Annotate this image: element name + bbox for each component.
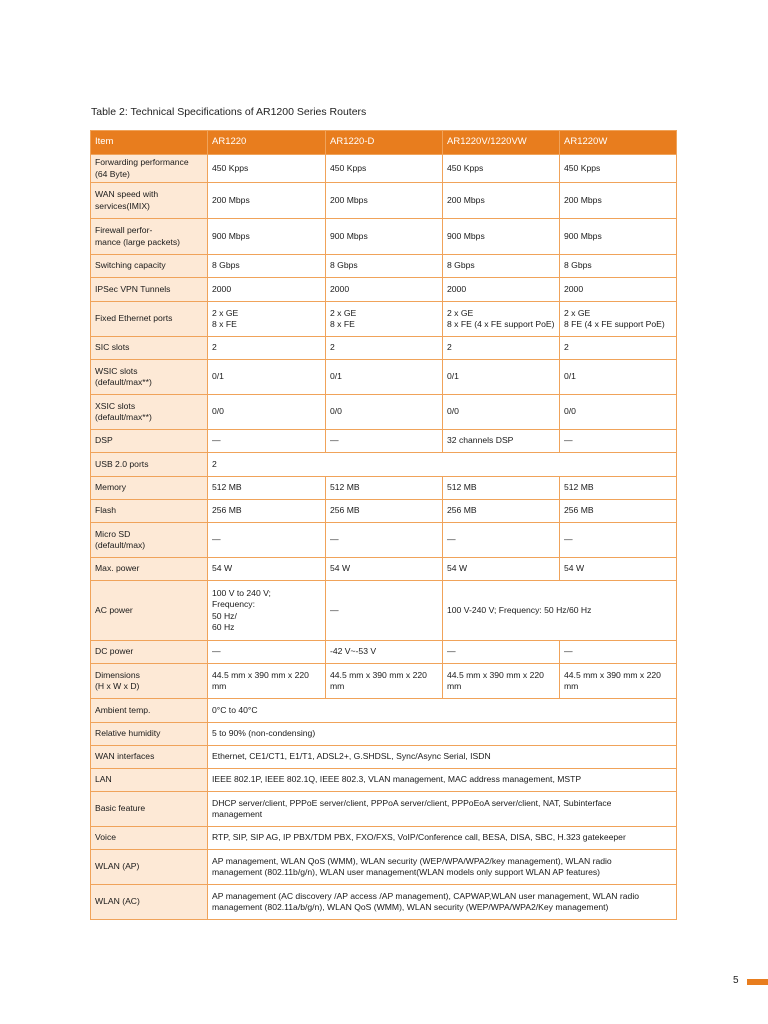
- table-row: [91, 395, 677, 430]
- table-cell: 512 MB: [560, 477, 677, 500]
- page-number: 5: [733, 975, 739, 986]
- table-cell: 54 W: [443, 558, 560, 581]
- table-cell: 0/1: [560, 360, 677, 395]
- table-cell: 2000: [560, 278, 677, 302]
- table-caption: Table 2: Technical Specifications of AR1200 Series Routers: [91, 106, 367, 118]
- table-header-row: [91, 131, 677, 155]
- table-cell: 0/0: [326, 395, 443, 430]
- table-cell: 0/1: [208, 360, 326, 395]
- row-label: LAN: [91, 769, 208, 792]
- table-cell: 0/1: [443, 360, 560, 395]
- table-row: [91, 302, 677, 337]
- table-row: [91, 278, 677, 302]
- table-cell: AP management, WLAN QoS (WMM), WLAN security (WEP/WPA/WPA2/key management), WLAN radio management (802.11b/g/n), WLAN user management(WLAN models only support WLAN AP features): [208, 850, 677, 885]
- table-cell: 0°C to 40°C: [208, 699, 677, 723]
- table-cell: 2 x GE 8 FE (4 x FE support PoE): [560, 302, 677, 337]
- row-label: Dimensions (H x W x D): [91, 664, 208, 699]
- table-cell: —: [443, 523, 560, 558]
- table-row: [91, 155, 677, 183]
- table-row: [91, 337, 677, 360]
- table-row: [91, 664, 677, 699]
- table-cell: 200 Mbps: [560, 183, 677, 219]
- row-label: Forwarding performance (64 Byte): [91, 155, 208, 183]
- table-row: [91, 255, 677, 278]
- table-cell: —: [208, 523, 326, 558]
- table-row: [91, 219, 677, 255]
- table-cell: RTP, SIP, SIP AG, IP PBX/TDM PBX, FXO/FXS, VoIP/Conference call, BESA, DISA, SBC, H.323 gatekeeper: [208, 827, 677, 850]
- row-label: USB 2.0 ports: [91, 453, 208, 477]
- table-row: [91, 850, 677, 885]
- header-ar1220v-1220vw: AR1220V/1220VW: [443, 131, 560, 155]
- table-row: [91, 360, 677, 395]
- table-cell: —: [208, 430, 326, 453]
- table-cell: —: [326, 581, 443, 641]
- row-label: WAN interfaces: [91, 746, 208, 769]
- table-row: [91, 746, 677, 769]
- row-label: WAN speed with services(IMIX): [91, 183, 208, 219]
- table-cell: 256 MB: [560, 500, 677, 523]
- table-cell: 0/0: [443, 395, 560, 430]
- spec-table: [90, 130, 677, 920]
- table-cell: 8 Gbps: [326, 255, 443, 278]
- row-label: Firewall perfor- mance (large packets): [91, 219, 208, 255]
- row-label: Relative humidity: [91, 723, 208, 746]
- table-cell: —: [560, 523, 677, 558]
- table-row: [91, 885, 677, 920]
- table-cell: -42 V~-53 V: [326, 641, 443, 664]
- row-label: Ambient temp.: [91, 699, 208, 723]
- table-cell: 256 MB: [208, 500, 326, 523]
- table-cell: 44.5 mm x 390 mm x 220 mm: [560, 664, 677, 699]
- table-row: [91, 827, 677, 850]
- table-cell: 256 MB: [326, 500, 443, 523]
- table-cell: IEEE 802.1P, IEEE 802.1Q, IEEE 802.3, VLAN management, MAC address management, MSTP: [208, 769, 677, 792]
- table-cell: 2: [208, 453, 677, 477]
- table-cell: 2: [208, 337, 326, 360]
- row-label: WLAN (AP): [91, 850, 208, 885]
- table-body: [91, 155, 677, 920]
- row-label: Max. power: [91, 558, 208, 581]
- row-label: SIC slots: [91, 337, 208, 360]
- table-cell: 2000: [443, 278, 560, 302]
- table-cell: 8 Gbps: [443, 255, 560, 278]
- table-row: [91, 183, 677, 219]
- table-row: [91, 453, 677, 477]
- table-cell: 44.5 mm x 390 mm x 220 mm: [443, 664, 560, 699]
- table-cell: 450 Kpps: [326, 155, 443, 183]
- row-label: Switching capacity: [91, 255, 208, 278]
- row-label: Voice: [91, 827, 208, 850]
- table-cell: 2 x GE 8 x FE: [208, 302, 326, 337]
- row-label: WLAN (AC): [91, 885, 208, 920]
- table-row: [91, 558, 677, 581]
- table-cell: 54 W: [560, 558, 677, 581]
- table-cell: AP management (AC discovery /AP access /AP management), CAPWAP,WLAN user management, WLAN radio management (802.11a/b/g/n), WLAN QoS (WMM), WLAN security (WEP/WPA/WPA2/Key management): [208, 885, 677, 920]
- table-cell: 450 Kpps: [443, 155, 560, 183]
- table-cell: —: [443, 641, 560, 664]
- table-cell: 450 Kpps: [208, 155, 326, 183]
- table-cell: 900 Mbps: [208, 219, 326, 255]
- table-cell: 512 MB: [208, 477, 326, 500]
- table-cell: 256 MB: [443, 500, 560, 523]
- table-cell: 2 x GE 8 x FE (4 x FE support PoE): [443, 302, 560, 337]
- row-label: DSP: [91, 430, 208, 453]
- row-label: Basic feature: [91, 792, 208, 827]
- table-cell: DHCP server/client, PPPoE server/client, PPPoA server/client, PPPoEoA server/client, NAT, Subinterface management: [208, 792, 677, 827]
- table-cell: 54 W: [208, 558, 326, 581]
- row-label: Memory: [91, 477, 208, 500]
- table-cell: —: [326, 523, 443, 558]
- table-cell: 32 channels DSP: [443, 430, 560, 453]
- table-cell: 200 Mbps: [326, 183, 443, 219]
- table-row: [91, 500, 677, 523]
- table-row: [91, 477, 677, 500]
- table-row: [91, 792, 677, 827]
- row-label: AC power: [91, 581, 208, 641]
- header-ar1220w: AR1220W: [560, 131, 677, 155]
- row-label: Fixed Ethernet ports: [91, 302, 208, 337]
- table-cell: 200 Mbps: [443, 183, 560, 219]
- header-ar1220-d: AR1220-D: [326, 131, 443, 155]
- table-cell: 900 Mbps: [326, 219, 443, 255]
- row-label: IPSec VPN Tunnels: [91, 278, 208, 302]
- table-cell: 512 MB: [443, 477, 560, 500]
- table-cell: —: [326, 430, 443, 453]
- table-cell: 8 Gbps: [560, 255, 677, 278]
- table-cell: 450 Kpps: [560, 155, 677, 183]
- row-label: XSIC slots (default/max**): [91, 395, 208, 430]
- table-cell: 54 W: [326, 558, 443, 581]
- table-cell: 2: [560, 337, 677, 360]
- table-row: [91, 523, 677, 558]
- table-cell: 2: [326, 337, 443, 360]
- table-cell: 5 to 90% (non-condensing): [208, 723, 677, 746]
- header-item: Item: [91, 131, 208, 155]
- table-cell: 100 V to 240 V; Frequency: 50 Hz/ 60 Hz: [208, 581, 326, 641]
- table-cell: Ethernet, CE1/CT1, E1/T1, ADSL2+, G.SHDSL, Sync/Async Serial, ISDN: [208, 746, 677, 769]
- page-number-accent-bar: [747, 979, 768, 985]
- table-cell: —: [560, 430, 677, 453]
- table-cell: 0/0: [560, 395, 677, 430]
- row-label: Flash: [91, 500, 208, 523]
- header-ar1220: AR1220: [208, 131, 326, 155]
- table-cell: 0/1: [326, 360, 443, 395]
- table-cell: 44.5 mm x 390 mm x 220 mm: [326, 664, 443, 699]
- table-cell: 512 MB: [326, 477, 443, 500]
- table-row: [91, 699, 677, 723]
- table-cell: 8 Gbps: [208, 255, 326, 278]
- table-cell: 2000: [208, 278, 326, 302]
- table-row: [91, 430, 677, 453]
- table-cell: 2000: [326, 278, 443, 302]
- table-row: [91, 723, 677, 746]
- table-cell: 900 Mbps: [560, 219, 677, 255]
- table-cell: 200 Mbps: [208, 183, 326, 219]
- row-label: Micro SD (default/max): [91, 523, 208, 558]
- table-cell: —: [208, 641, 326, 664]
- table-cell: 100 V-240 V; Frequency: 50 Hz/60 Hz: [443, 581, 677, 641]
- table-cell: 900 Mbps: [443, 219, 560, 255]
- row-label: WSIC slots (default/max**): [91, 360, 208, 395]
- table-cell: 2: [443, 337, 560, 360]
- table-row: [91, 769, 677, 792]
- table-cell: 44.5 mm x 390 mm x 220 mm: [208, 664, 326, 699]
- table-cell: —: [560, 641, 677, 664]
- row-label: DC power: [91, 641, 208, 664]
- table-row: [91, 581, 677, 641]
- table-cell: 0/0: [208, 395, 326, 430]
- table-row: [91, 641, 677, 664]
- table-cell: 2 x GE 8 x FE: [326, 302, 443, 337]
